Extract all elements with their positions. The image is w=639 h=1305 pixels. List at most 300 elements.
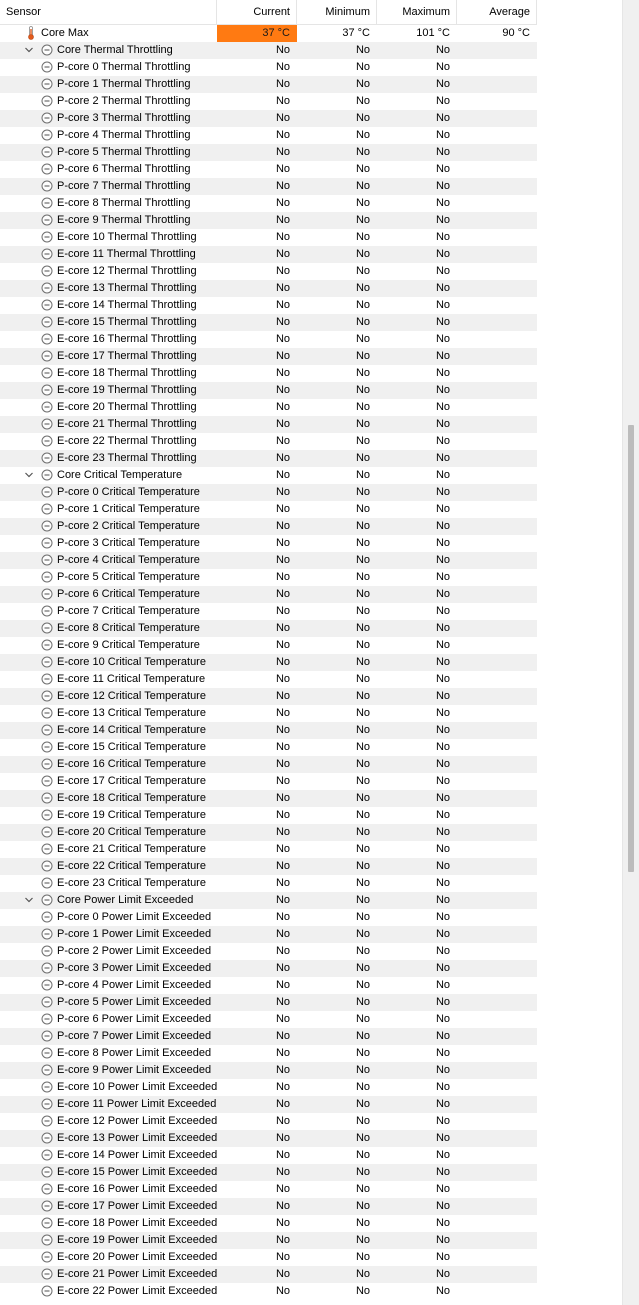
- status-icon: [41, 1217, 53, 1229]
- sensor-name-cell: [0, 1215, 217, 1232]
- column-header: [0, 0, 537, 25]
- status-icon: [41, 384, 53, 396]
- average-value: [457, 518, 537, 535]
- table-row[interactable]: [0, 1215, 537, 1232]
- minimum-value: No: [355, 1268, 370, 1280]
- average-value: [457, 416, 537, 433]
- sensor-label: E-core 16 Critical Temperature: [57, 758, 206, 770]
- minimum-value: No: [355, 1064, 370, 1076]
- minimum-value: No: [355, 605, 370, 617]
- status-icon: [41, 350, 53, 362]
- table-row[interactable]: [0, 841, 537, 858]
- average-value: [457, 297, 537, 314]
- maximum-value: No: [435, 1149, 450, 1161]
- minimum-value: No: [355, 1251, 370, 1263]
- current-value: No: [275, 1166, 290, 1178]
- maximum-value: No: [435, 673, 450, 685]
- minimum-value: No: [355, 588, 370, 600]
- sensor-label: P-core 2 Power Limit Exceeded: [57, 945, 212, 957]
- sensor-name-cell: [0, 807, 217, 824]
- table-row[interactable]: [0, 1011, 537, 1028]
- status-icon: [41, 554, 53, 566]
- status-icon: [41, 605, 53, 617]
- maximum-value: No: [435, 724, 450, 736]
- maximum-value: No: [435, 758, 450, 770]
- table-row[interactable]: [0, 1249, 537, 1266]
- table-row[interactable]: [0, 790, 537, 807]
- minimum-value: No: [355, 1013, 370, 1025]
- sensor-name-cell: [0, 994, 217, 1011]
- average-value: [457, 705, 537, 722]
- table-row[interactable]: [0, 212, 537, 229]
- status-icon: [41, 809, 53, 821]
- average-value: [457, 280, 537, 297]
- minimum-value: No: [355, 554, 370, 566]
- sensor-name-cell: [0, 654, 217, 671]
- current-value: No: [275, 843, 290, 855]
- minimum-value: No: [355, 639, 370, 651]
- table-row[interactable]: [0, 909, 537, 926]
- average-value: [457, 654, 537, 671]
- sensor-label: Core Critical Temperature: [57, 469, 183, 481]
- average-value: [457, 586, 537, 603]
- sensor-name-cell: [0, 739, 217, 756]
- table-row[interactable]: [0, 178, 537, 195]
- minimum-value: No: [355, 996, 370, 1008]
- average-value: [457, 127, 537, 144]
- sensor-label: P-core 0 Critical Temperature: [57, 486, 200, 498]
- table-row[interactable]: [0, 654, 537, 671]
- table-row[interactable]: [0, 637, 537, 654]
- table-row[interactable]: [0, 382, 537, 399]
- maximum-value: No: [435, 826, 450, 838]
- sensor-name-cell: [0, 1079, 217, 1096]
- table-row[interactable]: [0, 1198, 537, 1215]
- maximum-value: No: [435, 605, 450, 617]
- current-value: No: [275, 316, 290, 328]
- minimum-value: No: [355, 1115, 370, 1127]
- sensor-label: E-core 23 Critical Temperature: [57, 877, 206, 889]
- table-row[interactable]: [0, 1130, 537, 1147]
- maximum-value: No: [435, 299, 450, 311]
- sensor-name-cell: [0, 1147, 217, 1164]
- sensor-name-cell: [0, 790, 217, 807]
- sensor-label: E-core 15 Critical Temperature: [57, 741, 206, 753]
- average-value: [457, 790, 537, 807]
- minimum-value: No: [355, 537, 370, 549]
- average-value: [457, 1045, 537, 1062]
- sensor-label: E-core 17 Power Limit Exceeded: [57, 1200, 217, 1212]
- sensor-name-cell: [0, 42, 217, 59]
- table-row[interactable]: [0, 671, 537, 688]
- minimum-value: No: [355, 299, 370, 311]
- maximum-value: No: [435, 945, 450, 957]
- sensor-label: E-core 17 Thermal Throttling: [57, 350, 197, 362]
- sensor-label: P-core 7 Critical Temperature: [57, 605, 200, 617]
- table-row[interactable]: [0, 416, 537, 433]
- minimum-value: No: [355, 1149, 370, 1161]
- chevron-down-icon[interactable]: [24, 45, 34, 55]
- table-row[interactable]: [0, 433, 537, 450]
- table-row[interactable]: [0, 773, 537, 790]
- maximum-value: No: [435, 214, 450, 226]
- current-value: No: [275, 1217, 290, 1229]
- average-value: [457, 110, 537, 127]
- current-value: No: [275, 707, 290, 719]
- column-header-average[interactable]: Average: [457, 0, 537, 24]
- sensor-label: E-core 12 Thermal Throttling: [57, 265, 197, 277]
- sensor-name-cell: [0, 280, 217, 297]
- minimum-value: No: [355, 775, 370, 787]
- current-value: No: [275, 299, 290, 311]
- status-icon: [41, 775, 53, 787]
- status-icon: [41, 163, 53, 175]
- average-value: [457, 246, 537, 263]
- maximum-value: No: [435, 1030, 450, 1042]
- chevron-down-icon[interactable]: [24, 895, 34, 905]
- table-row[interactable]: [0, 59, 537, 76]
- minimum-value: No: [355, 843, 370, 855]
- minimum-value: No: [355, 350, 370, 362]
- minimum-value: No: [355, 129, 370, 141]
- sensor-label: E-core 16 Power Limit Exceeded: [57, 1183, 217, 1195]
- sensor-label: E-core 10 Power Limit Exceeded: [57, 1081, 217, 1093]
- table-row[interactable]: [0, 1181, 537, 1198]
- table-row[interactable]: [0, 110, 537, 127]
- maximum-value: No: [435, 1183, 450, 1195]
- sensor-label: E-core 21 Power Limit Exceeded: [57, 1268, 217, 1280]
- sensor-name-cell: [0, 1232, 217, 1249]
- status-icon: [41, 1251, 53, 1263]
- current-value: No: [275, 452, 290, 464]
- column-header-maximum[interactable]: Maximum: [377, 0, 457, 24]
- table-row[interactable]: [0, 399, 537, 416]
- status-icon: [41, 1268, 53, 1280]
- table-row[interactable]: [0, 1147, 537, 1164]
- minimum-value: No: [355, 214, 370, 226]
- status-icon: [41, 44, 53, 56]
- sensor-name-cell: [0, 841, 217, 858]
- status-icon: [41, 486, 53, 498]
- table-row[interactable]: [0, 25, 537, 42]
- table-row[interactable]: [0, 858, 537, 875]
- table-row[interactable]: [0, 331, 537, 348]
- sensor-name-cell: [0, 586, 217, 603]
- table-row[interactable]: [0, 688, 537, 705]
- sensor-name-cell: [0, 1198, 217, 1215]
- status-icon: [41, 1132, 53, 1144]
- sensor-name-cell: [0, 399, 217, 416]
- maximum-value: No: [435, 690, 450, 702]
- average-value: [457, 960, 537, 977]
- sensor-label: E-core 13 Power Limit Exceeded: [57, 1132, 217, 1144]
- table-row[interactable]: [0, 1232, 537, 1249]
- table-row[interactable]: [0, 144, 537, 161]
- sensor-name-cell: [0, 484, 217, 501]
- table-row[interactable]: [0, 552, 537, 569]
- table-row[interactable]: [0, 1283, 537, 1300]
- minimum-value: No: [355, 1081, 370, 1093]
- current-value: No: [275, 1081, 290, 1093]
- average-value: [457, 1079, 537, 1096]
- sensor-label: P-core 7 Thermal Throttling: [57, 180, 191, 192]
- status-icon: [41, 1081, 53, 1093]
- table-row[interactable]: [0, 875, 537, 892]
- table-row[interactable]: [0, 807, 537, 824]
- table-row[interactable]: [0, 501, 537, 518]
- sensor-label: Core Thermal Throttling: [57, 44, 173, 56]
- average-value: [457, 1164, 537, 1181]
- minimum-value: No: [355, 979, 370, 991]
- status-icon: [41, 996, 53, 1008]
- maximum-value: No: [435, 639, 450, 651]
- minimum-value: No: [355, 1217, 370, 1229]
- current-value: No: [275, 401, 290, 413]
- sensor-name-cell: [0, 144, 217, 161]
- maximum-value: No: [435, 1081, 450, 1093]
- status-icon: [41, 690, 53, 702]
- status-icon: [41, 1115, 53, 1127]
- current-value: No: [275, 1183, 290, 1195]
- status-icon: [41, 707, 53, 719]
- maximum-value: No: [435, 231, 450, 243]
- maximum-value: No: [435, 146, 450, 158]
- table-row[interactable]: [0, 1045, 537, 1062]
- current-value: No: [275, 129, 290, 141]
- sensor-name-cell: [0, 603, 217, 620]
- status-icon: [41, 435, 53, 447]
- average-value: [457, 671, 537, 688]
- maximum-value: No: [435, 962, 450, 974]
- sensor-name-cell: [0, 943, 217, 960]
- current-value: No: [275, 860, 290, 872]
- sensor-name-cell: [0, 756, 217, 773]
- minimum-value: No: [355, 622, 370, 634]
- minimum-value: No: [355, 61, 370, 73]
- current-value: No: [275, 758, 290, 770]
- table-row[interactable]: [0, 1266, 537, 1283]
- table-row[interactable]: [0, 314, 537, 331]
- minimum-value: No: [355, 486, 370, 498]
- maximum-value: No: [435, 503, 450, 515]
- status-icon: [41, 316, 53, 328]
- maximum-value: No: [435, 996, 450, 1008]
- sensor-name-cell: [0, 960, 217, 977]
- current-value: No: [275, 775, 290, 787]
- average-value: [457, 688, 537, 705]
- current-value: No: [275, 690, 290, 702]
- table-row[interactable]: [0, 297, 537, 314]
- average-value: [457, 484, 537, 501]
- tree-group-row[interactable]: [0, 42, 537, 59]
- current-value: No: [275, 163, 290, 175]
- sensor-label: E-core 20 Thermal Throttling: [57, 401, 197, 413]
- average-value: [457, 348, 537, 365]
- minimum-value: No: [355, 826, 370, 838]
- table-row[interactable]: [0, 569, 537, 586]
- sensor-label: E-core 18 Power Limit Exceeded: [57, 1217, 217, 1229]
- average-value: [457, 1147, 537, 1164]
- status-icon: [41, 129, 53, 141]
- tree-group-row[interactable]: [0, 892, 537, 909]
- sensor-label: P-core 4 Power Limit Exceeded: [57, 979, 212, 991]
- current-value: No: [275, 1013, 290, 1025]
- current-value: No: [275, 520, 290, 532]
- table-row[interactable]: [0, 280, 537, 297]
- tree-group-row[interactable]: [0, 467, 537, 484]
- table-row[interactable]: [0, 161, 537, 178]
- sensor-name-cell: [0, 263, 217, 280]
- minimum-value: No: [355, 163, 370, 175]
- table-row[interactable]: [0, 1096, 537, 1113]
- maximum-value: No: [435, 418, 450, 430]
- table-row[interactable]: [0, 229, 537, 246]
- average-value: [457, 773, 537, 790]
- minimum-value: No: [355, 112, 370, 124]
- average-value: [457, 229, 537, 246]
- maximum-value: No: [435, 1217, 450, 1229]
- table-row[interactable]: [0, 484, 537, 501]
- minimum-value: No: [355, 146, 370, 158]
- status-icon: [41, 214, 53, 226]
- table-row[interactable]: [0, 348, 537, 365]
- table-row[interactable]: [0, 994, 537, 1011]
- sensor-label: E-core 21 Thermal Throttling: [57, 418, 197, 430]
- average-value: [457, 161, 537, 178]
- table-row[interactable]: [0, 1164, 537, 1181]
- status-icon: [41, 299, 53, 311]
- minimum-value: No: [355, 1166, 370, 1178]
- table-row[interactable]: [0, 76, 537, 93]
- sensor-name-cell: [0, 229, 217, 246]
- table-row[interactable]: [0, 722, 537, 739]
- table-row[interactable]: [0, 926, 537, 943]
- table-row[interactable]: [0, 1028, 537, 1045]
- scrollbar-thumb[interactable]: [628, 425, 634, 872]
- sensor-name-cell: [0, 1062, 217, 1079]
- table-row[interactable]: [0, 1062, 537, 1079]
- maximum-value: No: [435, 78, 450, 90]
- sensor-label: P-core 5 Critical Temperature: [57, 571, 200, 583]
- sensor-label: E-core 17 Critical Temperature: [57, 775, 206, 787]
- status-icon: [41, 1285, 53, 1297]
- current-value: No: [275, 1234, 290, 1246]
- average-value: [457, 1181, 537, 1198]
- status-icon: [41, 1234, 53, 1246]
- maximum-value: No: [435, 486, 450, 498]
- table-row[interactable]: [0, 1113, 537, 1130]
- status-icon: [41, 333, 53, 345]
- table-row[interactable]: [0, 620, 537, 637]
- table-row[interactable]: [0, 263, 537, 280]
- average-value: [457, 603, 537, 620]
- sensor-label: E-core 14 Critical Temperature: [57, 724, 206, 736]
- sensor-name-cell: [0, 382, 217, 399]
- average-value: [457, 59, 537, 76]
- table-row[interactable]: [0, 824, 537, 841]
- table-row[interactable]: [0, 977, 537, 994]
- average-value: [457, 76, 537, 93]
- sensor-label: P-core 0 Thermal Throttling: [57, 61, 191, 73]
- table-row[interactable]: [0, 739, 537, 756]
- sensor-name-cell: [0, 1249, 217, 1266]
- vertical-scrollbar[interactable]: [622, 0, 639, 1305]
- maximum-value: No: [435, 792, 450, 804]
- table-row[interactable]: [0, 93, 537, 110]
- table-row[interactable]: [0, 943, 537, 960]
- sensor-name-cell: [0, 552, 217, 569]
- average-value: [457, 93, 537, 110]
- status-icon: [41, 95, 53, 107]
- table-row[interactable]: [0, 586, 537, 603]
- sensor-label: P-core 3 Thermal Throttling: [57, 112, 191, 124]
- table-row[interactable]: [0, 450, 537, 467]
- sensor-name-cell: [0, 25, 217, 42]
- maximum-value: No: [435, 469, 450, 481]
- average-value: [457, 1113, 537, 1130]
- current-value: No: [275, 622, 290, 634]
- table-row[interactable]: [0, 195, 537, 212]
- maximum-value: No: [435, 911, 450, 923]
- current-value: 37 °C: [217, 25, 297, 42]
- maximum-value: No: [435, 350, 450, 362]
- average-value: [457, 909, 537, 926]
- table-row[interactable]: [0, 246, 537, 263]
- status-icon: [41, 911, 53, 923]
- current-value: No: [275, 486, 290, 498]
- maximum-value: No: [435, 1234, 450, 1246]
- table-row[interactable]: [0, 518, 537, 535]
- thermometer-icon: [25, 26, 37, 40]
- sensor-name-cell: [0, 620, 217, 637]
- column-header-minimum[interactable]: Minimum: [297, 0, 377, 24]
- status-icon: [41, 1030, 53, 1042]
- table-row[interactable]: [0, 960, 537, 977]
- current-value: No: [275, 146, 290, 158]
- table-row[interactable]: [0, 603, 537, 620]
- chevron-down-icon[interactable]: [24, 470, 34, 480]
- table-row[interactable]: [0, 127, 537, 144]
- table-row[interactable]: [0, 1079, 537, 1096]
- status-icon: [41, 452, 53, 464]
- status-icon: [41, 758, 53, 770]
- status-icon: [41, 401, 53, 413]
- sensor-label: E-core 9 Power Limit Exceeded: [57, 1064, 212, 1076]
- current-value: No: [275, 809, 290, 821]
- column-header-current[interactable]: Current: [217, 0, 297, 24]
- maximum-value: No: [435, 1047, 450, 1059]
- minimum-value: 37 °C: [342, 27, 370, 39]
- table-row[interactable]: [0, 756, 537, 773]
- status-icon: [41, 741, 53, 753]
- average-value: [457, 178, 537, 195]
- current-value: No: [275, 605, 290, 617]
- average-value: [457, 433, 537, 450]
- table-row[interactable]: [0, 365, 537, 382]
- maximum-value: No: [435, 112, 450, 124]
- minimum-value: No: [355, 1200, 370, 1212]
- maximum-value: No: [435, 95, 450, 107]
- sensor-label: P-core 1 Thermal Throttling: [57, 78, 191, 90]
- average-value: [457, 841, 537, 858]
- maximum-value: No: [435, 435, 450, 447]
- status-icon: [41, 1200, 53, 1212]
- column-header-sensor[interactable]: Sensor: [0, 0, 217, 24]
- table-row[interactable]: [0, 535, 537, 552]
- table-row[interactable]: [0, 705, 537, 722]
- average-value: [457, 807, 537, 824]
- sensor-label: E-core 18 Thermal Throttling: [57, 367, 197, 379]
